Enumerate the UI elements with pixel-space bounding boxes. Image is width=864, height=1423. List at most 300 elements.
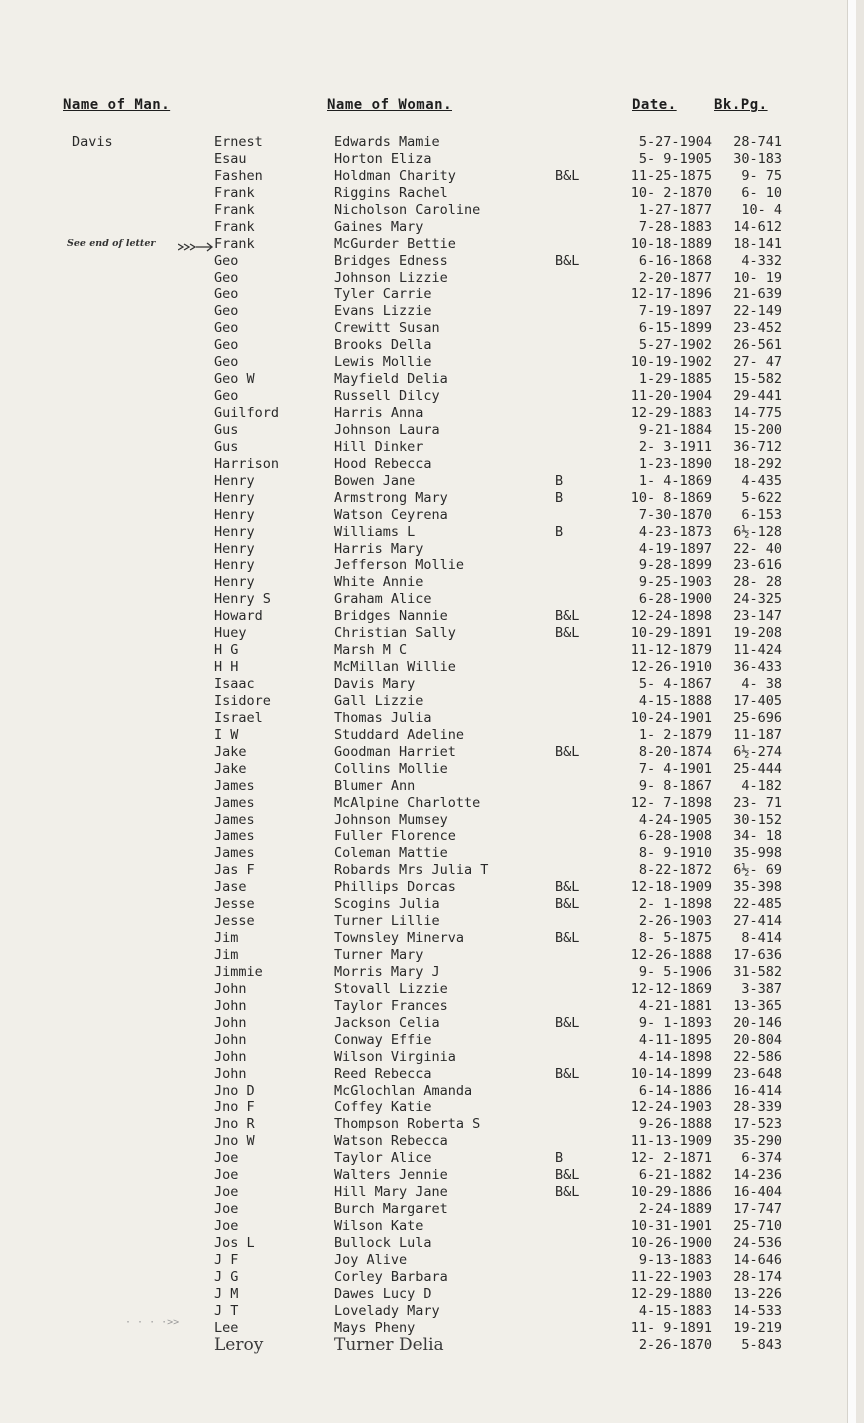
- record-code: B&L: [555, 879, 580, 896]
- record-code: B: [555, 472, 564, 489]
- record-row: [0, 930, 856, 947]
- woman-name: Goodman Harriet: [334, 743, 456, 760]
- woman-name: Taylor Alice: [334, 1150, 432, 1167]
- record-row: [0, 134, 856, 151]
- book-page: 6- 10: [741, 184, 782, 201]
- man-first-name: John: [214, 1014, 247, 1031]
- record-row: [0, 795, 856, 812]
- woman-name: Bridges Edness: [334, 252, 448, 269]
- marriage-date: 10- 8-1869: [630, 489, 712, 506]
- woman-name: Bullock Lula: [334, 1234, 432, 1251]
- man-first-name: Joe: [214, 1150, 239, 1167]
- book-page: 19-219: [733, 1319, 782, 1336]
- man-first-name: John: [214, 980, 247, 997]
- book-page: 20-146: [733, 1014, 782, 1031]
- marriage-date: 7-30-1870: [638, 506, 712, 523]
- record-row: [0, 354, 856, 371]
- man-first-name: Jase: [214, 879, 247, 896]
- record-row: [0, 1235, 856, 1252]
- book-page: 25-444: [733, 760, 782, 777]
- woman-name: Morris Mary J: [334, 963, 440, 980]
- marriage-date: 9- 5-1906: [638, 963, 712, 980]
- book-page: 28-174: [733, 1268, 782, 1285]
- woman-name: McGurder Bettie: [334, 235, 456, 252]
- woman-name: Thompson Roberta S: [334, 1116, 481, 1133]
- man-first-name: James: [214, 811, 255, 828]
- woman-name: Burch Margaret: [334, 1201, 448, 1218]
- marriage-date: 5-27-1902: [638, 337, 712, 354]
- book-page: 23- 71: [733, 794, 782, 811]
- record-row: [0, 744, 856, 761]
- record-code: B: [555, 523, 564, 540]
- man-first-name: Jno D: [214, 1082, 255, 1099]
- woman-name: Johnson Mumsey: [334, 811, 448, 828]
- header-name-of-woman: Name of Woman.: [327, 97, 453, 113]
- marriage-date: 6-16-1868: [638, 252, 712, 269]
- man-first-name: Henry: [214, 489, 255, 506]
- book-page: 25-710: [733, 1218, 782, 1234]
- marriage-date: 2-20-1877: [638, 269, 712, 286]
- book-page: 28-741: [733, 134, 782, 150]
- man-first-name: John: [214, 1031, 247, 1048]
- man-first-name: Jake: [214, 743, 247, 760]
- record-row: [0, 896, 856, 913]
- page-edge: [847, 0, 856, 1423]
- book-page: 6½-274: [733, 743, 782, 760]
- record-row: [0, 456, 856, 473]
- woman-name: Phillips Dorcas: [334, 879, 456, 896]
- book-page: 16-404: [733, 1184, 782, 1201]
- book-page: 35-998: [733, 845, 782, 862]
- marriage-date: 10-29-1886: [630, 1184, 712, 1201]
- man-first-name: Guilford: [214, 405, 280, 421]
- woman-name: Christian Sally: [334, 625, 456, 642]
- man-first-name: Henry: [214, 574, 255, 591]
- book-page: 23-648: [733, 1065, 782, 1082]
- man-first-name: Gus: [214, 438, 239, 455]
- woman-name: Edwards Mamie: [334, 134, 440, 150]
- book-page: 6-153: [741, 506, 782, 523]
- woman-name: Stovall Lizzie: [334, 980, 448, 997]
- man-first-name: Gus: [214, 421, 239, 438]
- book-page: 10- 4: [741, 201, 782, 218]
- record-row: [0, 320, 856, 337]
- book-page: 23-616: [733, 557, 782, 574]
- woman-name: Lovelady Mary: [334, 1302, 440, 1319]
- record-row: [0, 1218, 856, 1235]
- man-first-name: Esau: [214, 150, 247, 167]
- record-row: [0, 1334, 856, 1355]
- record-row: [0, 1015, 856, 1032]
- marriage-date: 12-26-1910: [630, 659, 712, 676]
- woman-name: Robards Mrs Julia T: [334, 862, 489, 879]
- book-page: 6½-128: [733, 523, 782, 540]
- marriage-date: 9-21-1884: [638, 421, 712, 438]
- woman-name: Wilson Virginia: [334, 1048, 456, 1065]
- man-first-name: Henry: [214, 557, 255, 574]
- man-first-name: I W: [214, 726, 239, 743]
- marriage-date: 4-23-1873: [638, 523, 712, 540]
- man-first-name: Jno R: [214, 1116, 255, 1133]
- man-first-name: Ernest: [214, 134, 263, 150]
- record-code: B&L: [555, 1167, 580, 1184]
- book-page: 14-236: [733, 1167, 782, 1184]
- woman-name: Harris Anna: [334, 405, 424, 421]
- marriage-date: 10- 2-1870: [630, 184, 712, 201]
- man-first-name: Geo: [214, 252, 239, 269]
- marriage-date: 12-12-1869: [630, 980, 712, 997]
- record-row: [0, 1066, 856, 1083]
- book-page: 14-533: [733, 1302, 782, 1319]
- woman-name: Townsley Minerva: [334, 930, 465, 947]
- woman-name: Hood Rebecca: [334, 455, 432, 472]
- record-row: [0, 642, 856, 659]
- header-name-of-man: Name of Man.: [63, 97, 171, 113]
- marriage-date: 12-29-1880: [630, 1285, 712, 1302]
- woman-name: Coffey Katie: [334, 1099, 432, 1116]
- woman-name: Thomas Julia: [334, 709, 432, 726]
- record-row: [0, 964, 856, 981]
- record-row: [0, 676, 856, 693]
- book-page: 17-747: [733, 1201, 782, 1218]
- record-row: [0, 270, 856, 287]
- woman-name: Bridges Nannie: [334, 608, 448, 625]
- marriage-date: 8- 9-1910: [638, 845, 712, 862]
- woman-name: Tyler Carrie: [334, 286, 432, 303]
- see-end-of-letter-note: See end of letter: [67, 238, 156, 249]
- marriage-date: 9-26-1888: [638, 1116, 712, 1133]
- book-page: 13-226: [733, 1285, 782, 1302]
- record-row: [0, 710, 856, 727]
- record-code: B&L: [555, 608, 580, 625]
- record-code: B: [555, 489, 564, 506]
- faint-pointer-mark: · · · ·>>: [125, 1317, 180, 1328]
- record-row: [0, 439, 856, 456]
- woman-name: Evans Lizzie: [334, 303, 432, 320]
- book-page: 6-374: [741, 1150, 782, 1167]
- woman-name: Gaines Mary: [334, 218, 424, 235]
- man-first-name: Frank: [214, 184, 255, 201]
- marriage-date: 9-28-1899: [638, 557, 712, 574]
- marriage-records-list: [0, 134, 856, 1354]
- woman-name: Conway Effie: [334, 1031, 432, 1048]
- marriage-date: 11-22-1903: [630, 1268, 712, 1285]
- man-first-name: Jos L: [214, 1234, 255, 1251]
- record-row: [0, 303, 856, 320]
- woman-name: Marsh M C: [334, 642, 408, 659]
- record-row: [0, 405, 856, 422]
- record-row: [0, 219, 856, 236]
- marriage-date: 9- 8-1867: [638, 777, 712, 794]
- record-row: [0, 1083, 856, 1100]
- marriage-date: 1- 2-1879: [638, 726, 712, 743]
- woman-name: Collins Mollie: [334, 760, 448, 777]
- record-row: [0, 981, 856, 998]
- record-row: [0, 812, 856, 829]
- book-page: 18-292: [733, 455, 782, 472]
- woman-name: Corley Barbara: [334, 1268, 448, 1285]
- woman-name: Holdman Charity: [334, 167, 456, 184]
- man-first-name: Joe: [214, 1201, 239, 1218]
- woman-name: Walters Jennie: [334, 1167, 448, 1184]
- book-page: 4- 38: [741, 676, 782, 692]
- book-page: 22-485: [733, 896, 782, 913]
- man-first-name: J F: [214, 1251, 239, 1268]
- record-row: [0, 1116, 856, 1133]
- record-row: [0, 541, 856, 558]
- woman-name: Gall Lizzie: [334, 692, 424, 709]
- man-first-name: Isidore: [214, 692, 271, 709]
- man-first-name: Geo: [214, 337, 239, 354]
- woman-name: McGlochlan Amanda: [334, 1082, 473, 1099]
- marriage-date: 10-26-1900: [630, 1234, 712, 1251]
- woman-name: Watson Rebecca: [334, 1133, 448, 1150]
- woman-name: Hill Mary Jane: [334, 1184, 448, 1201]
- man-first-name: Geo: [214, 388, 239, 405]
- marriage-date: 1-29-1885: [638, 371, 712, 388]
- record-code: B&L: [555, 1014, 580, 1031]
- man-first-name: Joe: [214, 1218, 239, 1234]
- book-page: 11-424: [733, 642, 782, 659]
- book-page: 14-646: [733, 1251, 782, 1268]
- marriage-date: 4-15-1888: [638, 692, 712, 709]
- record-row: [0, 507, 856, 524]
- woman-name: Dawes Lucy D: [334, 1285, 432, 1302]
- book-page: 34- 18: [733, 828, 782, 845]
- man-first-name: Jake: [214, 760, 247, 777]
- book-page: 4-332: [741, 252, 782, 269]
- book-page: 20-804: [733, 1031, 782, 1048]
- man-first-name: Henry: [214, 506, 255, 523]
- record-row: [0, 185, 856, 202]
- woman-name: Taylor Frances: [334, 997, 448, 1014]
- record-row: [0, 574, 856, 591]
- book-page: 23-452: [733, 320, 782, 337]
- man-first-name: James: [214, 777, 255, 794]
- woman-name: Crewitt Susan: [334, 320, 440, 337]
- book-page: 36-433: [733, 659, 782, 676]
- book-page: 16-414: [733, 1082, 782, 1099]
- woman-name: Bowen Jane: [334, 472, 416, 489]
- record-code: B&L: [555, 1184, 580, 1201]
- man-first-name: Joe: [214, 1167, 239, 1184]
- book-page: 17-405: [733, 692, 782, 709]
- record-row: [0, 913, 856, 930]
- record-row: [0, 524, 856, 541]
- woman-name: Joy Alive: [334, 1251, 408, 1268]
- marriage-date: 9-25-1903: [638, 574, 712, 591]
- man-first-name: Harrison: [214, 455, 280, 472]
- man-first-name: Henry: [214, 472, 255, 489]
- woman-name: Jefferson Mollie: [334, 557, 465, 574]
- man-first-name: Jesse: [214, 896, 255, 913]
- book-page: 13-365: [733, 997, 782, 1014]
- man-first-name: Henry S: [214, 591, 271, 608]
- marriage-date: 1-27-1877: [638, 201, 712, 218]
- record-code: B&L: [555, 930, 580, 947]
- marriage-date: 1- 4-1869: [638, 472, 712, 489]
- book-page: 8-414: [741, 930, 782, 947]
- woman-name: Coleman Mattie: [334, 845, 448, 862]
- marriage-date: 5- 4-1867: [638, 676, 712, 692]
- marriage-date: 9-13-1883: [638, 1251, 712, 1268]
- book-page: 4-182: [741, 777, 782, 794]
- marriage-date: 5-27-1904: [638, 134, 712, 150]
- record-row: [0, 337, 856, 354]
- record-row: [0, 236, 856, 253]
- marriage-date: 10-24-1901: [630, 709, 712, 726]
- record-row: [0, 1150, 856, 1167]
- book-page: 30-152: [733, 811, 782, 828]
- record-row: [0, 608, 856, 625]
- book-page: 28- 28: [733, 574, 782, 591]
- book-page: 27-414: [733, 913, 782, 930]
- man-first-name: James: [214, 794, 255, 811]
- record-row: [0, 845, 856, 862]
- man-first-name: Frank: [214, 218, 255, 235]
- book-page: 14-612: [733, 218, 782, 235]
- record-row: [0, 625, 856, 642]
- marriage-date: 2-24-1889: [638, 1201, 712, 1218]
- record-row: [0, 1133, 856, 1150]
- book-page: 9- 75: [741, 167, 782, 184]
- marriage-date: 4-11-1895: [638, 1031, 712, 1048]
- man-first-name: Leroy: [214, 1334, 264, 1355]
- book-page: 28-339: [733, 1099, 782, 1116]
- woman-name: McMillan Willie: [334, 659, 456, 676]
- record-row: [0, 557, 856, 574]
- marriage-date: 7-28-1883: [638, 218, 712, 235]
- marriage-date: 2- 1-1898: [638, 896, 712, 913]
- man-first-name: John: [214, 997, 247, 1014]
- man-first-name: Frank: [214, 235, 255, 252]
- book-page: 5-622: [741, 489, 782, 506]
- man-first-name: Isaac: [214, 676, 255, 692]
- record-code: B&L: [555, 896, 580, 913]
- marriage-date: 12-26-1888: [630, 947, 712, 963]
- woman-name: Davis Mary: [334, 676, 416, 692]
- marriage-date: 12-29-1883: [630, 405, 712, 421]
- marriage-date: 6-15-1899: [638, 320, 712, 337]
- book-page: 22-586: [733, 1048, 782, 1065]
- record-row: [0, 947, 856, 964]
- marriage-date: 6-28-1908: [638, 828, 712, 845]
- record-row: [0, 1303, 856, 1320]
- woman-name: Mays Pheny: [334, 1319, 416, 1336]
- book-page: 18-141: [733, 235, 782, 252]
- record-row: [0, 1099, 856, 1116]
- marriage-date: 12-24-1898: [630, 608, 712, 625]
- book-page: 4-435: [741, 472, 782, 489]
- record-row: [0, 998, 856, 1015]
- record-row: [0, 422, 856, 439]
- marriage-date: 8- 5-1875: [638, 930, 712, 947]
- man-first-name: Geo: [214, 303, 239, 320]
- book-page: 26-561: [733, 337, 782, 354]
- woman-name: Wilson Kate: [334, 1218, 424, 1234]
- man-first-name: Geo: [214, 320, 239, 337]
- man-first-name: Geo W: [214, 371, 255, 388]
- marriage-date: 10-14-1899: [630, 1065, 712, 1082]
- record-row: [0, 659, 856, 676]
- marriage-date: 12-17-1896: [630, 286, 712, 303]
- man-first-name: Jas F: [214, 862, 255, 879]
- man-first-name: Geo: [214, 354, 239, 371]
- book-page: 30-183: [733, 150, 782, 167]
- woman-name: Brooks Della: [334, 337, 432, 354]
- record-row: [0, 727, 856, 744]
- marriage-date: 4-14-1898: [638, 1048, 712, 1065]
- book-page: 29-441: [733, 388, 782, 405]
- woman-name: Mayfield Delia: [334, 371, 448, 388]
- man-first-name: James: [214, 845, 255, 862]
- marriage-date: 8-20-1874: [638, 743, 712, 760]
- marriage-date: 8-22-1872: [638, 862, 712, 879]
- marriage-date: 6-28-1900: [638, 591, 712, 608]
- man-first-name: Jno W: [214, 1133, 255, 1150]
- woman-name: Turner Lillie: [334, 913, 440, 930]
- marriage-date: 12-18-1909: [630, 879, 712, 896]
- man-first-name: Jimmie: [214, 963, 263, 980]
- marriage-date: 2-26-1903: [638, 913, 712, 930]
- marriage-date: 2- 3-1911: [638, 438, 712, 455]
- woman-name: Nicholson Caroline: [334, 201, 481, 218]
- book-page: 36-712: [733, 438, 782, 455]
- record-row: [0, 1252, 856, 1269]
- record-row: [0, 879, 856, 896]
- woman-name: Turner Mary: [334, 947, 424, 963]
- man-first-name: H H: [214, 659, 239, 676]
- marriage-date: 10-31-1901: [630, 1218, 712, 1234]
- book-page: 22-149: [733, 303, 782, 320]
- marriage-date: 5- 9-1905: [638, 150, 712, 167]
- man-first-name: Israel: [214, 709, 263, 726]
- record-code: B&L: [555, 1065, 580, 1082]
- marriage-date: 10-29-1891: [630, 625, 712, 642]
- book-page: 35-398: [733, 879, 782, 896]
- record-row: [0, 371, 856, 388]
- marriage-date: 11- 9-1891: [630, 1319, 712, 1336]
- book-page: 11-187: [733, 726, 782, 743]
- book-page: 10- 19: [733, 269, 782, 286]
- man-first-name: Geo: [214, 269, 239, 286]
- record-row: [0, 862, 856, 879]
- man-first-name: J M: [214, 1285, 239, 1302]
- woman-name: Graham Alice: [334, 591, 432, 608]
- man-first-name: Frank: [214, 201, 255, 218]
- man-first-name: Huey: [214, 625, 247, 642]
- record-row: [0, 591, 856, 608]
- marriage-date: 12- 7-1898: [630, 794, 712, 811]
- woman-name: Fuller Florence: [334, 828, 456, 845]
- woman-name: Watson Ceyrena: [334, 506, 448, 523]
- marriage-date: 7- 4-1901: [638, 760, 712, 777]
- book-page: 27- 47: [733, 354, 782, 371]
- book-page: 17-636: [733, 947, 782, 963]
- woman-name: Studdard Adeline: [334, 726, 465, 743]
- marriage-date: 11-25-1875: [630, 167, 712, 184]
- marriage-date: 4-21-1881: [638, 997, 712, 1014]
- marriage-date: 2-26-1870: [638, 1336, 712, 1353]
- man-first-name: Jesse: [214, 913, 255, 930]
- woman-name: Scogins Julia: [334, 896, 440, 913]
- book-page: 25-696: [733, 709, 782, 726]
- woman-name: White Annie: [334, 574, 424, 591]
- marriage-date: 9- 1-1893: [638, 1014, 712, 1031]
- record-row: [0, 1184, 856, 1201]
- marriage-date: 12- 2-1871: [630, 1150, 712, 1167]
- man-first-name: John: [214, 1048, 247, 1065]
